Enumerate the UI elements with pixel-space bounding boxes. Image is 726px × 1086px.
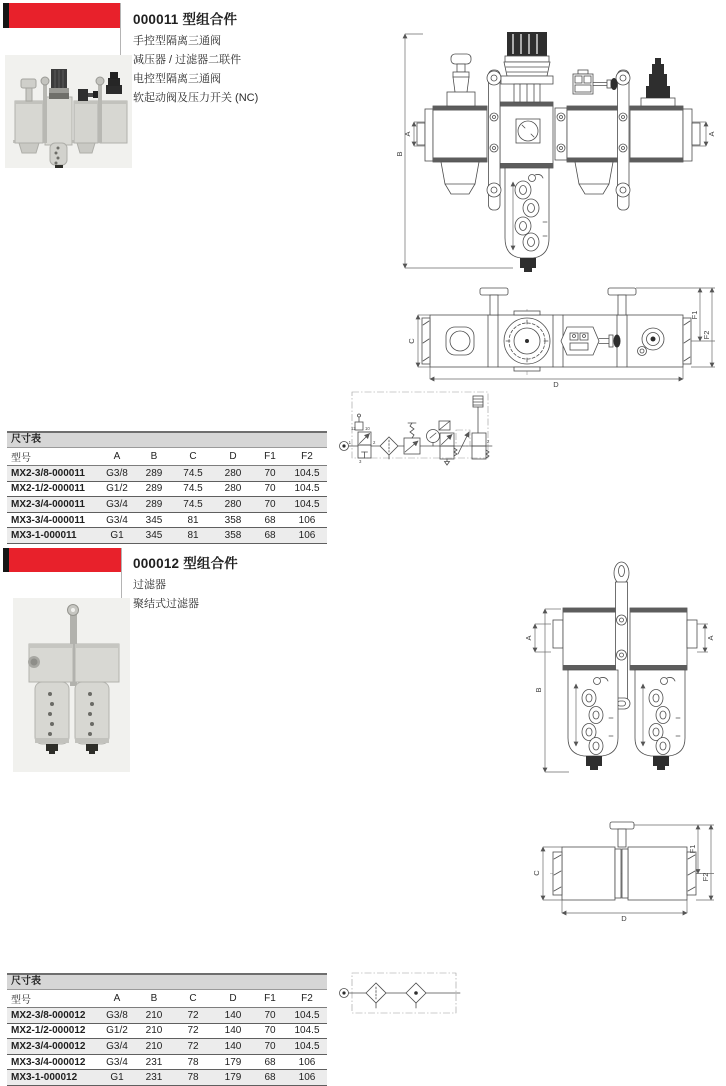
dim-cell: 210 bbox=[135, 1039, 173, 1055]
dim-cell: 231 bbox=[135, 1070, 173, 1086]
pneumatic-circuit-000011 bbox=[338, 388, 493, 466]
pressure-switch-cap bbox=[641, 58, 675, 106]
dim-label-F2: F2 bbox=[701, 872, 710, 882]
dim-label-D: D bbox=[553, 380, 559, 389]
dim-cell: 106 bbox=[287, 512, 327, 528]
filter-bowl bbox=[635, 670, 685, 770]
feature-line: 减压器 / 过滤器二联件 bbox=[133, 54, 242, 66]
dim-cell: 140 bbox=[213, 1008, 253, 1024]
feature-line: 电控型隔离三通阀 bbox=[133, 73, 221, 85]
dimension-table bbox=[7, 448, 327, 544]
dimension-table bbox=[7, 990, 327, 1086]
mounting-bracket bbox=[616, 70, 630, 210]
column-header: F2 bbox=[287, 448, 327, 466]
dim-cell: 70 bbox=[253, 497, 287, 513]
table-header bbox=[7, 990, 327, 1008]
dim-label-F1: F1 bbox=[690, 310, 699, 320]
dim-label-C: C bbox=[532, 870, 541, 876]
header-row bbox=[7, 990, 327, 1008]
port-label: 2 bbox=[487, 439, 490, 444]
dim-cell: 106 bbox=[287, 528, 327, 544]
table-row bbox=[7, 1039, 327, 1055]
dim-cell: 140 bbox=[213, 1023, 253, 1039]
dim-cell: 280 bbox=[213, 497, 253, 513]
dim-label-F2: F2 bbox=[702, 330, 711, 340]
dim-cell: G1/2 bbox=[99, 481, 135, 497]
dim-cell: 74.5 bbox=[173, 481, 213, 497]
dim-cell: 179 bbox=[213, 1054, 253, 1070]
dim-label-B: B bbox=[534, 687, 543, 693]
table-row bbox=[7, 1008, 327, 1024]
gauge-symbol bbox=[427, 430, 440, 447]
section2-feature-list bbox=[133, 576, 199, 614]
table-row bbox=[7, 1023, 327, 1039]
column-header: A bbox=[99, 448, 135, 466]
dim-cell: 210 bbox=[135, 1008, 173, 1024]
regulator-symbol bbox=[404, 423, 420, 454]
coalescing-filter-symbol bbox=[406, 983, 426, 1008]
model-cell: MX2-1/2-000011 bbox=[7, 481, 99, 497]
table-row bbox=[7, 481, 327, 497]
side-view-drawing-000011 bbox=[395, 275, 725, 390]
dim-cell: 231 bbox=[135, 1054, 173, 1070]
dim-cell: 289 bbox=[135, 466, 173, 482]
dim-cell: 81 bbox=[173, 512, 213, 528]
dim-cell: 358 bbox=[213, 528, 253, 544]
dim-cell: 345 bbox=[135, 512, 173, 528]
model-cell: MX3-3/4-000011 bbox=[7, 512, 99, 528]
dim-cell: G3/8 bbox=[99, 1008, 135, 1024]
dim-label-C: C bbox=[407, 338, 416, 344]
port-label: 1 bbox=[348, 440, 351, 445]
column-header: A bbox=[99, 990, 135, 1008]
section1-title: 000011 型组合件 bbox=[133, 12, 238, 27]
column-header: F1 bbox=[253, 990, 287, 1008]
regulator-knob bbox=[501, 32, 553, 102]
dim-cell: 68 bbox=[253, 1070, 287, 1086]
product-photo-000011 bbox=[5, 55, 132, 168]
model-cell: MX2-3/8-000012 bbox=[7, 1008, 99, 1024]
model-cell: MX2-1/2-000012 bbox=[7, 1023, 99, 1039]
model-cell: MX3-1-000012 bbox=[7, 1070, 99, 1086]
dim-cell: 72 bbox=[173, 1008, 213, 1024]
column-header: 型号 bbox=[7, 990, 99, 1008]
dim-cell: 70 bbox=[253, 466, 287, 482]
dim-cell: 289 bbox=[135, 497, 173, 513]
dim-cell: 74.5 bbox=[173, 497, 213, 513]
dim-cell: 104.5 bbox=[287, 1039, 327, 1055]
dim-label-A: A bbox=[403, 131, 412, 137]
column-header: F2 bbox=[287, 990, 327, 1008]
column-header: 型号 bbox=[7, 448, 99, 466]
dim-label-F1: F1 bbox=[688, 844, 697, 854]
model-cell: MX2-3/4-000012 bbox=[7, 1039, 99, 1055]
dim-cell: 104.5 bbox=[287, 1023, 327, 1039]
dim-cell: 104.5 bbox=[287, 466, 327, 482]
model-cell: MX3-3/4-000012 bbox=[7, 1054, 99, 1070]
dim-cell: 345 bbox=[135, 528, 173, 544]
solenoid-valve-symbol bbox=[439, 421, 457, 465]
dim-cell: 358 bbox=[213, 512, 253, 528]
column-header: B bbox=[135, 448, 173, 466]
table-row bbox=[7, 512, 327, 528]
column-header: D bbox=[213, 990, 253, 1008]
header-row bbox=[7, 448, 327, 466]
dim-cell: 72 bbox=[173, 1039, 213, 1055]
dim-cell: 74.5 bbox=[173, 466, 213, 482]
dim-cell: 81 bbox=[173, 528, 213, 544]
dim-cell: G3/4 bbox=[99, 497, 135, 513]
dim-cell: 104.5 bbox=[287, 1008, 327, 1024]
section2-red-bar bbox=[9, 548, 122, 572]
dim-cell: 78 bbox=[173, 1054, 213, 1070]
dim-cell: 70 bbox=[253, 481, 287, 497]
filter-symbol bbox=[366, 983, 386, 1008]
column-header: F1 bbox=[253, 448, 287, 466]
section2-title: 000012 型组合件 bbox=[133, 556, 238, 571]
table-body bbox=[7, 1008, 327, 1086]
port-label: 12 bbox=[351, 426, 356, 431]
mounting-bracket bbox=[487, 70, 501, 210]
column-header: C bbox=[173, 990, 213, 1008]
dim-cell: G1 bbox=[99, 1070, 135, 1086]
feature-line: 软起动阀及压力开关 (NC) bbox=[133, 92, 259, 104]
dim-cell: 140 bbox=[213, 1039, 253, 1055]
product-photo-000012 bbox=[13, 598, 130, 772]
port-label: 3 bbox=[359, 459, 362, 464]
section1-feature-list bbox=[133, 32, 258, 108]
dim-cell: G3/4 bbox=[99, 1039, 135, 1055]
table-title: 尺寸表 bbox=[7, 431, 327, 448]
dim-cell: 106 bbox=[287, 1054, 327, 1070]
table-title: 尺寸表 bbox=[7, 973, 327, 990]
dim-cell: G3/8 bbox=[99, 466, 135, 482]
pneumatic-circuit-000012 bbox=[338, 968, 463, 1020]
dim-cell: 68 bbox=[253, 1054, 287, 1070]
dim-cell: 210 bbox=[135, 1023, 173, 1039]
dim-cell: 72 bbox=[173, 1023, 213, 1039]
filter-bowl bbox=[505, 168, 549, 272]
filter-bowl bbox=[568, 670, 618, 770]
dim-cell: G1 bbox=[99, 528, 135, 544]
table-row bbox=[7, 1054, 327, 1070]
dim-cell: 70 bbox=[253, 1008, 287, 1024]
dim-cell: 70 bbox=[253, 1039, 287, 1055]
dim-cell: 68 bbox=[253, 512, 287, 528]
dim-cell: 104.5 bbox=[287, 481, 327, 497]
front-view-drawing-000011 bbox=[395, 22, 725, 272]
dim-label-A: A bbox=[706, 635, 715, 641]
port-label: 2 bbox=[373, 440, 376, 445]
dim-label-D: D bbox=[621, 914, 627, 923]
dimension-table-000011 bbox=[7, 431, 327, 544]
front-view-drawing-000012 bbox=[505, 560, 726, 795]
dim-label-A: A bbox=[524, 635, 533, 641]
dim-cell: G1/2 bbox=[99, 1023, 135, 1039]
column-header: B bbox=[135, 990, 173, 1008]
model-cell: MX2-3/4-000011 bbox=[7, 497, 99, 513]
dim-cell: 70 bbox=[253, 1023, 287, 1039]
manual-valve-plunger bbox=[447, 54, 475, 106]
feature-line: 聚结式过滤器 bbox=[133, 598, 199, 610]
dim-cell: 280 bbox=[213, 466, 253, 482]
solenoid-pilot bbox=[573, 70, 618, 94]
table-header bbox=[7, 448, 327, 466]
column-header: D bbox=[213, 448, 253, 466]
side-view-drawing-000012 bbox=[505, 815, 726, 940]
table-row bbox=[7, 466, 327, 482]
manual-isolation-valve-symbol bbox=[349, 414, 376, 464]
dim-cell: G3/4 bbox=[99, 512, 135, 528]
dimension-table-000012 bbox=[7, 973, 327, 1086]
model-cell: MX2-3/8-000011 bbox=[7, 466, 99, 482]
feature-line: 过滤器 bbox=[133, 579, 166, 591]
port-label: 10 bbox=[365, 426, 370, 431]
model-cell: MX3-1-000011 bbox=[7, 528, 99, 544]
column-header: C bbox=[173, 448, 213, 466]
dim-cell: 106 bbox=[287, 1070, 327, 1086]
filter-symbol bbox=[380, 437, 398, 459]
table-row bbox=[7, 497, 327, 513]
dim-cell: 68 bbox=[253, 528, 287, 544]
dim-cell: 104.5 bbox=[287, 497, 327, 513]
dim-label-A: A bbox=[707, 131, 716, 137]
section1-red-bar bbox=[9, 3, 120, 28]
dim-cell: 179 bbox=[213, 1070, 253, 1086]
feature-line: 手控型隔离三通阀 bbox=[133, 35, 221, 47]
table-row bbox=[7, 1070, 327, 1086]
dim-cell: 78 bbox=[173, 1070, 213, 1086]
table-row bbox=[7, 528, 327, 544]
dim-label-B: B bbox=[395, 151, 404, 157]
dim-cell: G3/4 bbox=[99, 1054, 135, 1070]
dim-cell: 280 bbox=[213, 481, 253, 497]
dim-cell: 289 bbox=[135, 481, 173, 497]
soft-start-valve-symbol bbox=[456, 396, 489, 459]
table-body bbox=[7, 466, 327, 544]
